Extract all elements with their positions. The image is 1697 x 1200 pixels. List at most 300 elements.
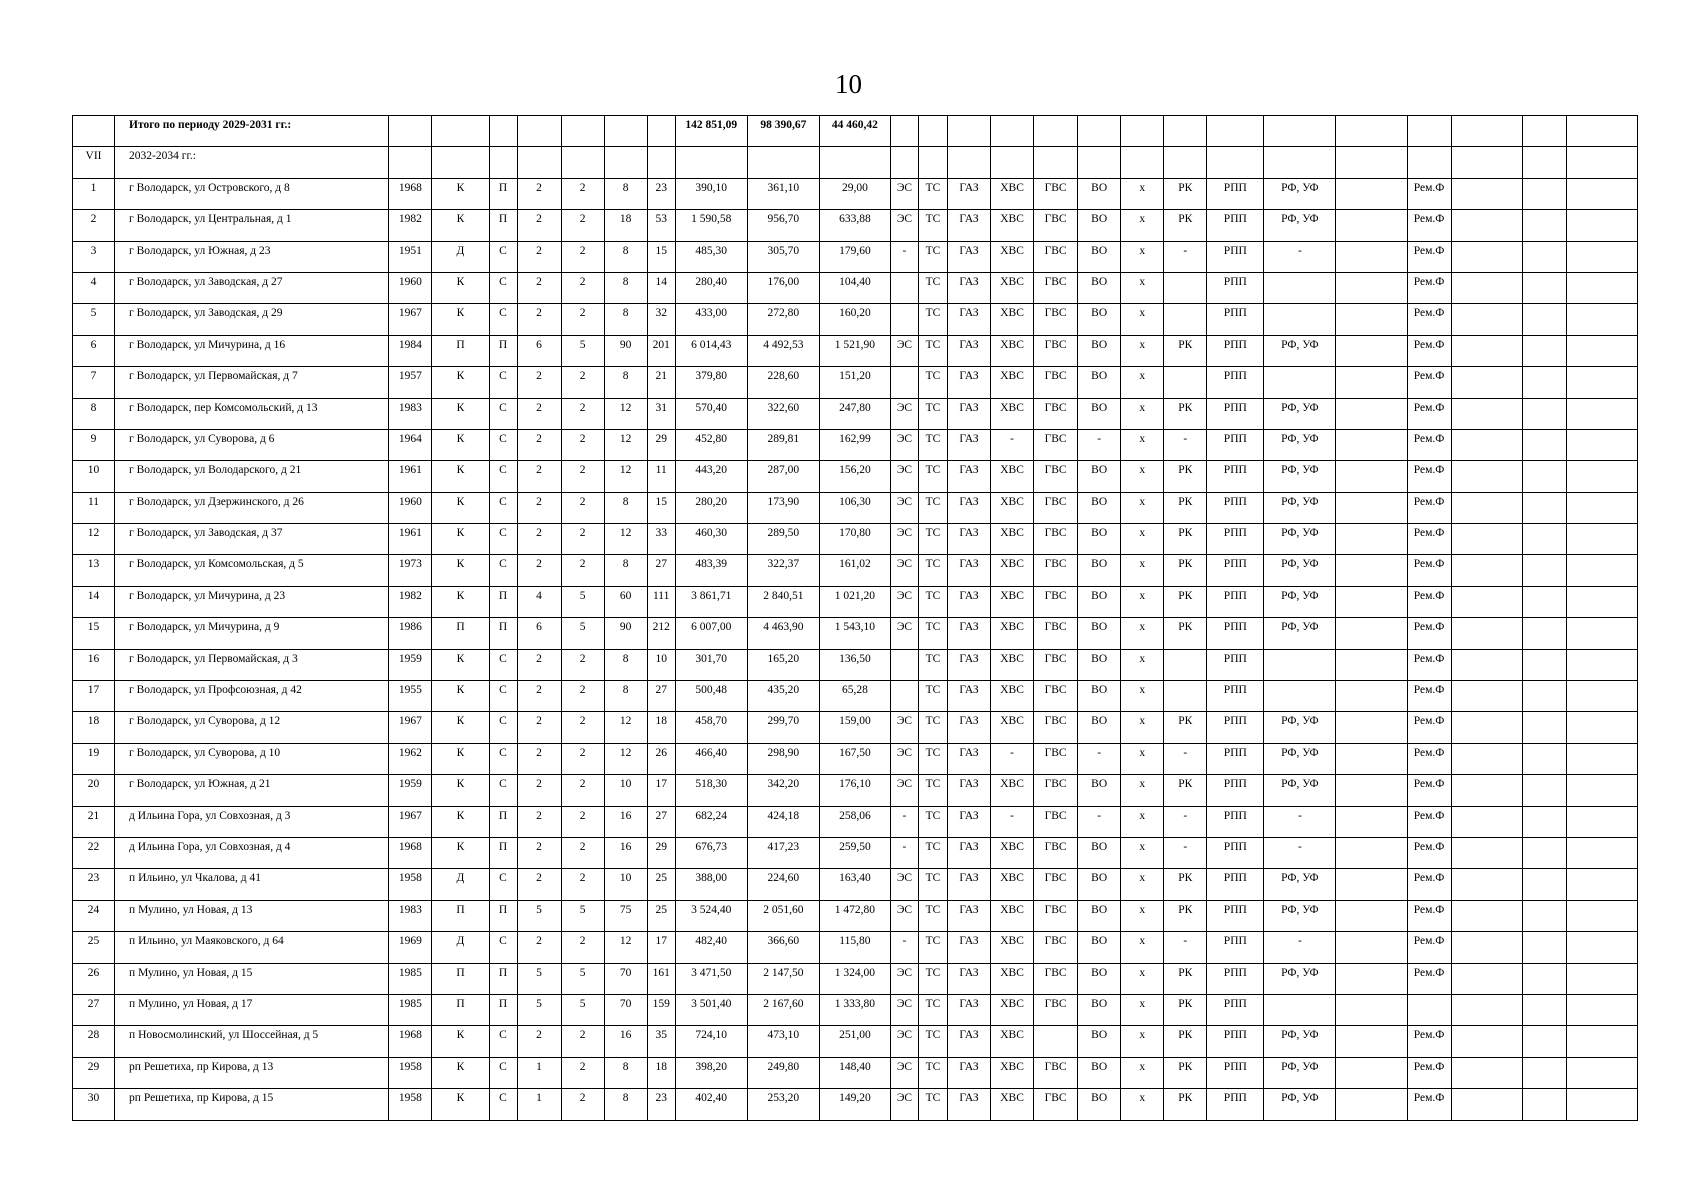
section-number: VII <box>73 147 115 178</box>
address-cell: г Володарск, ул Южная, д 23 <box>115 241 389 272</box>
table-cell: 2 <box>517 806 561 837</box>
table-cell: 2 <box>517 272 561 303</box>
table-cell: 1967 <box>389 806 432 837</box>
table-cell: ГВС <box>1034 932 1078 963</box>
table-cell: - <box>991 806 1034 837</box>
empty-cell <box>1451 272 1522 303</box>
table-cell: 176,10 <box>819 775 890 806</box>
table-cell: 18 <box>604 210 647 241</box>
table-cell: 5 <box>73 304 115 335</box>
table-cell: 2 <box>517 304 561 335</box>
table-cell: 136,50 <box>819 649 890 680</box>
table-cell: П <box>432 618 489 649</box>
table-cell: 5 <box>561 900 604 931</box>
empty-cell <box>1566 241 1637 272</box>
table-cell: 29 <box>73 1057 115 1088</box>
table-cell: 247,80 <box>819 398 890 429</box>
address-cell: п Новосмолинский, ул Шоссейная, д 5 <box>115 1026 389 1057</box>
table-cell: Рем.Ф <box>1407 178 1451 209</box>
empty-cell <box>1566 1057 1637 1088</box>
table-cell: 2 <box>561 429 604 460</box>
table-cell: ГВС <box>1034 900 1078 931</box>
table-cell: ХВС <box>991 241 1034 272</box>
table-cell: ЭС <box>890 994 918 1025</box>
address-cell: г Володарск, ул Комсомольская, д 5 <box>115 555 389 586</box>
table-cell: ХВС <box>991 178 1034 209</box>
table-cell: ЭС <box>890 586 918 617</box>
table-cell: 17 <box>647 775 675 806</box>
table-cell: ГВС <box>1034 524 1078 555</box>
empty-cell <box>1566 524 1637 555</box>
table-cell <box>1336 492 1407 523</box>
table-cell: - <box>1164 429 1207 460</box>
table-cell: ГВС <box>1034 335 1078 366</box>
table-cell: ТС <box>918 210 947 241</box>
empty-cell <box>1522 743 1566 774</box>
table-cell: 12 <box>73 524 115 555</box>
table-cell: ХВС <box>991 304 1034 335</box>
table-cell: 5 <box>517 963 561 994</box>
empty-cell <box>1451 461 1522 492</box>
table-cell: 16 <box>604 806 647 837</box>
table-cell: Рем.Ф <box>1407 586 1451 617</box>
table-cell: 212 <box>647 618 675 649</box>
table-cell: РК <box>1164 524 1207 555</box>
empty-cell <box>1566 900 1637 931</box>
table-cell: Рем.Ф <box>1407 429 1451 460</box>
table-cell: 149,20 <box>819 1089 890 1120</box>
empty-cell <box>1566 932 1637 963</box>
table-cell: Рем.Ф <box>1407 806 1451 837</box>
empty-cell <box>1522 335 1566 366</box>
table-cell: 115,80 <box>819 932 890 963</box>
table-row <box>73 492 1638 523</box>
total-area-nonresidential: 44 460,42 <box>819 116 890 147</box>
table-cell: К <box>432 429 489 460</box>
table-cell <box>1336 461 1407 492</box>
address-cell: г Володарск, ул Мичурина, д 9 <box>115 618 389 649</box>
table-cell: Рем.Ф <box>1407 524 1451 555</box>
table-cell: 29,00 <box>819 178 890 209</box>
table-cell: 1969 <box>389 932 432 963</box>
table-cell <box>1164 681 1207 712</box>
table-cell: х <box>1121 775 1164 806</box>
table-cell: ТС <box>918 492 947 523</box>
table-cell: 201 <box>647 335 675 366</box>
table-cell <box>1336 837 1407 868</box>
table-cell: ГВС <box>1034 994 1078 1025</box>
table-cell: 7 <box>73 367 115 398</box>
table-cell: 60 <box>604 586 647 617</box>
address-cell: г Володарск, ул Южная, д 21 <box>115 775 389 806</box>
empty-cell <box>1566 367 1637 398</box>
table-cell: РПП <box>1207 367 1264 398</box>
table-row <box>73 1089 1638 1120</box>
table-cell: Рем.Ф <box>1407 963 1451 994</box>
table-cell: 75 <box>604 900 647 931</box>
table-cell: ВО <box>1078 555 1121 586</box>
table-cell: ВО <box>1078 461 1121 492</box>
table-cell: ВО <box>1078 210 1121 241</box>
table-cell: Рем.Ф <box>1407 272 1451 303</box>
table-cell: 301,70 <box>675 649 747 680</box>
table-cell: 65,28 <box>819 681 890 712</box>
empty-cell <box>1522 837 1566 868</box>
table-cell: 289,81 <box>747 429 819 460</box>
table-cell: - <box>1078 743 1121 774</box>
table-cell: 161 <box>647 963 675 994</box>
table-cell: ХВС <box>991 492 1034 523</box>
table-cell: ТС <box>918 963 947 994</box>
empty-cell <box>1566 963 1637 994</box>
table-cell: 500,48 <box>675 681 747 712</box>
table-cell <box>1336 335 1407 366</box>
table-cell <box>1336 712 1407 743</box>
table-cell: К <box>432 837 489 868</box>
table-cell: 417,23 <box>747 837 819 868</box>
table-cell <box>1164 649 1207 680</box>
empty-cell <box>1451 649 1522 680</box>
empty-cell <box>1522 1089 1566 1120</box>
table-cell: РПП <box>1207 524 1264 555</box>
table-cell: ЭС <box>890 900 918 931</box>
table-cell: 9 <box>73 429 115 460</box>
empty-cell <box>1451 743 1522 774</box>
table-cell: ТС <box>918 775 947 806</box>
table-cell: 24 <box>73 900 115 931</box>
empty-cell <box>1522 618 1566 649</box>
table-cell: П <box>432 900 489 931</box>
table-cell: х <box>1121 963 1164 994</box>
table-cell: 2 <box>517 1026 561 1057</box>
table-cell: х <box>1121 367 1164 398</box>
table-cell: ЭС <box>890 1089 918 1120</box>
table-cell: ТС <box>918 398 947 429</box>
table-cell <box>1336 743 1407 774</box>
table-cell: ХВС <box>991 618 1034 649</box>
table-cell <box>1336 649 1407 680</box>
table-cell: 6 <box>73 335 115 366</box>
empty-cell <box>1566 806 1637 837</box>
table-cell: 6 <box>517 335 561 366</box>
table-cell: 1959 <box>389 775 432 806</box>
table-cell: 151,20 <box>819 367 890 398</box>
table-cell: - <box>1164 743 1207 774</box>
empty-cell <box>1451 1026 1522 1057</box>
table-cell <box>1336 932 1407 963</box>
table-cell: ГАЗ <box>948 1057 991 1088</box>
table-cell: 1961 <box>389 524 432 555</box>
address-cell: п Мулино, ул Новая, д 13 <box>115 900 389 931</box>
table-cell: С <box>489 492 517 523</box>
table-cell: ТС <box>918 586 947 617</box>
table-cell: 22 <box>73 837 115 868</box>
table-cell: 1 543,10 <box>819 618 890 649</box>
table-row <box>73 869 1638 900</box>
table-cell: ХВС <box>991 712 1034 743</box>
table-cell: РФ, УФ <box>1264 618 1336 649</box>
empty-cell <box>1566 586 1637 617</box>
table-cell: ХВС <box>991 367 1034 398</box>
table-cell: 104,40 <box>819 272 890 303</box>
empty-cell <box>1451 869 1522 900</box>
table-cell: РК <box>1164 1057 1207 1088</box>
table-cell: П <box>489 994 517 1025</box>
table-cell: 2 <box>561 210 604 241</box>
table-cell: 17 <box>73 681 115 712</box>
empty-cell <box>1451 335 1522 366</box>
table-cell: 249,80 <box>747 1057 819 1088</box>
table-cell: ГАЗ <box>948 869 991 900</box>
table-cell <box>1336 429 1407 460</box>
empty-cell <box>1522 241 1566 272</box>
table-cell: 53 <box>647 210 675 241</box>
table-cell: ГВС <box>1034 1089 1078 1120</box>
table-row <box>73 963 1638 994</box>
table-cell: 251,00 <box>819 1026 890 1057</box>
empty-cell <box>1451 1057 1522 1088</box>
table-cell: 342,20 <box>747 775 819 806</box>
table-cell: 19 <box>73 743 115 774</box>
table-cell: 26 <box>73 963 115 994</box>
table-cell: ХВС <box>991 900 1034 931</box>
table-cell: 23 <box>647 178 675 209</box>
table-cell: 27 <box>647 681 675 712</box>
table-cell: 3 861,71 <box>675 586 747 617</box>
table-cell: 435,20 <box>747 681 819 712</box>
table-cell: С <box>489 524 517 555</box>
table-cell: ЭС <box>890 775 918 806</box>
table-cell: 2 <box>517 649 561 680</box>
table-cell: РПП <box>1207 963 1264 994</box>
table-cell: РФ, УФ <box>1264 712 1336 743</box>
table-cell: 160,20 <box>819 304 890 335</box>
empty-cell <box>1522 712 1566 743</box>
address-cell: г Володарск, ул Островского, д 8 <box>115 178 389 209</box>
table-cell: х <box>1121 932 1164 963</box>
table-cell: П <box>489 178 517 209</box>
table-cell: РК <box>1164 712 1207 743</box>
address-cell: г Володарск, ул Суворова, д 10 <box>115 743 389 774</box>
table-cell: 322,37 <box>747 555 819 586</box>
table-cell: РПП <box>1207 743 1264 774</box>
table-cell: Рем.Ф <box>1407 398 1451 429</box>
table-cell: х <box>1121 272 1164 303</box>
table-cell: ТС <box>918 900 947 931</box>
table-cell: - <box>1078 429 1121 460</box>
table-cell <box>1264 681 1336 712</box>
table-cell: 1 324,00 <box>819 963 890 994</box>
table-cell: ВО <box>1078 335 1121 366</box>
table-cell: РПП <box>1207 492 1264 523</box>
table-cell <box>1264 367 1336 398</box>
table-cell: х <box>1121 1057 1164 1088</box>
table-cell: 1 021,20 <box>819 586 890 617</box>
table-cell: х <box>1121 241 1164 272</box>
table-row <box>73 241 1638 272</box>
table-cell <box>1336 1089 1407 1120</box>
table-cell: 4 463,90 <box>747 618 819 649</box>
empty-cell <box>1566 618 1637 649</box>
table-cell: ТС <box>918 806 947 837</box>
table-row <box>73 994 1638 1025</box>
table-cell: РПП <box>1207 241 1264 272</box>
table-cell: К <box>432 586 489 617</box>
table-cell <box>1336 1026 1407 1057</box>
table-cell: РПП <box>1207 994 1264 1025</box>
table-cell: Рем.Ф <box>1407 555 1451 586</box>
table-cell: ТС <box>918 649 947 680</box>
table-cell: 2 <box>517 869 561 900</box>
table-cell: 2 <box>561 524 604 555</box>
table-cell: С <box>489 712 517 743</box>
table-cell: РК <box>1164 1026 1207 1057</box>
address-cell: п Ильино, ул Чкалова, д 41 <box>115 869 389 900</box>
table-cell: - <box>1164 806 1207 837</box>
table-cell: 5 <box>561 994 604 1025</box>
table-cell: К <box>432 1057 489 1088</box>
table-cell <box>1336 398 1407 429</box>
table-cell: РК <box>1164 492 1207 523</box>
table-cell: С <box>489 1089 517 1120</box>
table-cell: РК <box>1164 775 1207 806</box>
address-cell: г Володарск, ул Заводская, д 37 <box>115 524 389 555</box>
table-cell: К <box>432 272 489 303</box>
table-cell: 2 <box>561 869 604 900</box>
table-cell: 1961 <box>389 461 432 492</box>
table-cell: ГВС <box>1034 649 1078 680</box>
table-cell: РФ, УФ <box>1264 178 1336 209</box>
table-cell: К <box>432 367 489 398</box>
empty-cell <box>1522 272 1566 303</box>
table-row <box>73 1026 1638 1057</box>
table-cell: К <box>432 210 489 241</box>
table-cell: ГАЗ <box>948 932 991 963</box>
table-cell: 6 014,43 <box>675 335 747 366</box>
table-cell: 8 <box>73 398 115 429</box>
table-cell: 8 <box>604 681 647 712</box>
table-cell: П <box>489 900 517 931</box>
table-cell: П <box>489 837 517 868</box>
table-cell: 398,20 <box>675 1057 747 1088</box>
table-cell <box>890 304 918 335</box>
table-row <box>73 775 1638 806</box>
table-row <box>73 837 1638 868</box>
table-cell: 1957 <box>389 367 432 398</box>
table-cell: ВО <box>1078 1089 1121 1120</box>
table-cell: 2 <box>517 241 561 272</box>
table-cell: ТС <box>918 681 947 712</box>
address-cell: г Володарск, ул Суворова, д 6 <box>115 429 389 460</box>
table-cell: РПП <box>1207 210 1264 241</box>
table-cell: 8 <box>604 272 647 303</box>
table-cell: ГАЗ <box>948 335 991 366</box>
table-cell: С <box>489 681 517 712</box>
empty-cell <box>1566 837 1637 868</box>
total-area: 142 851,09 <box>675 116 747 147</box>
table-cell: РФ, УФ <box>1264 586 1336 617</box>
table-cell: ГВС <box>1034 461 1078 492</box>
empty-cell <box>1451 524 1522 555</box>
table-cell: 2 <box>517 492 561 523</box>
table-cell: ТС <box>918 367 947 398</box>
table-cell: х <box>1121 681 1164 712</box>
table-cell: 12 <box>604 398 647 429</box>
table-cell: Рем.Ф <box>1407 210 1451 241</box>
table-cell: 5 <box>561 963 604 994</box>
table-cell: 25 <box>647 900 675 931</box>
table-cell: ГАЗ <box>948 586 991 617</box>
empty-cell <box>1522 178 1566 209</box>
table-cell: 390,10 <box>675 178 747 209</box>
table-cell: х <box>1121 398 1164 429</box>
table-cell: ГВС <box>1034 712 1078 743</box>
table-cell: 18 <box>647 712 675 743</box>
table-cell: 1958 <box>389 869 432 900</box>
table-cell: 482,40 <box>675 932 747 963</box>
table-cell: 28 <box>73 1026 115 1057</box>
empty-cell <box>1522 398 1566 429</box>
table-cell: К <box>432 492 489 523</box>
table-cell: П <box>432 963 489 994</box>
table-cell <box>1336 681 1407 712</box>
table-cell: ГАЗ <box>948 398 991 429</box>
empty-cell <box>1566 304 1637 335</box>
table-cell: К <box>432 806 489 837</box>
address-cell: рп Решетиха, пр Кирова, д 15 <box>115 1089 389 1120</box>
empty-cell <box>1522 210 1566 241</box>
table-cell: РК <box>1164 994 1207 1025</box>
empty-cell <box>1566 649 1637 680</box>
table-cell: 4 <box>73 272 115 303</box>
table-cell: 1964 <box>389 429 432 460</box>
address-cell: г Володарск, ул Дзержинского, д 26 <box>115 492 389 523</box>
table-cell: 2 051,60 <box>747 900 819 931</box>
table-cell: х <box>1121 304 1164 335</box>
table-cell: 224,60 <box>747 869 819 900</box>
empty-cell <box>1451 304 1522 335</box>
table-cell: ТС <box>918 555 947 586</box>
table-cell: 280,20 <box>675 492 747 523</box>
table-cell: К <box>432 178 489 209</box>
table-cell: ХВС <box>991 398 1034 429</box>
table-cell: РФ, УФ <box>1264 869 1336 900</box>
table-cell: ВО <box>1078 1026 1121 1057</box>
table-cell: 1 333,80 <box>819 994 890 1025</box>
table-cell: ЭС <box>890 178 918 209</box>
table-cell: - <box>890 241 918 272</box>
table-cell: 23 <box>647 1089 675 1120</box>
address-cell: рп Решетиха, пр Кирова, д 13 <box>115 1057 389 1088</box>
table-cell <box>1336 304 1407 335</box>
table-cell: 1951 <box>389 241 432 272</box>
table-cell: 6 007,00 <box>675 618 747 649</box>
table-cell: 12 <box>604 461 647 492</box>
table-cell: х <box>1121 994 1164 1025</box>
table-cell: РФ, УФ <box>1264 492 1336 523</box>
period-total-label: Итого по периоду 2029-2031 гг.: <box>115 116 389 147</box>
address-cell: г Володарск, пер Комсомольский, д 13 <box>115 398 389 429</box>
table-cell: 33 <box>647 524 675 555</box>
table-cell: ХВС <box>991 335 1034 366</box>
table-cell: 724,10 <box>675 1026 747 1057</box>
table-cell: 35 <box>647 1026 675 1057</box>
table-cell: 8 <box>604 178 647 209</box>
table-cell: 2 <box>561 367 604 398</box>
table-cell: 2 <box>517 712 561 743</box>
table-cell <box>890 681 918 712</box>
table-cell: 8 <box>604 1089 647 1120</box>
